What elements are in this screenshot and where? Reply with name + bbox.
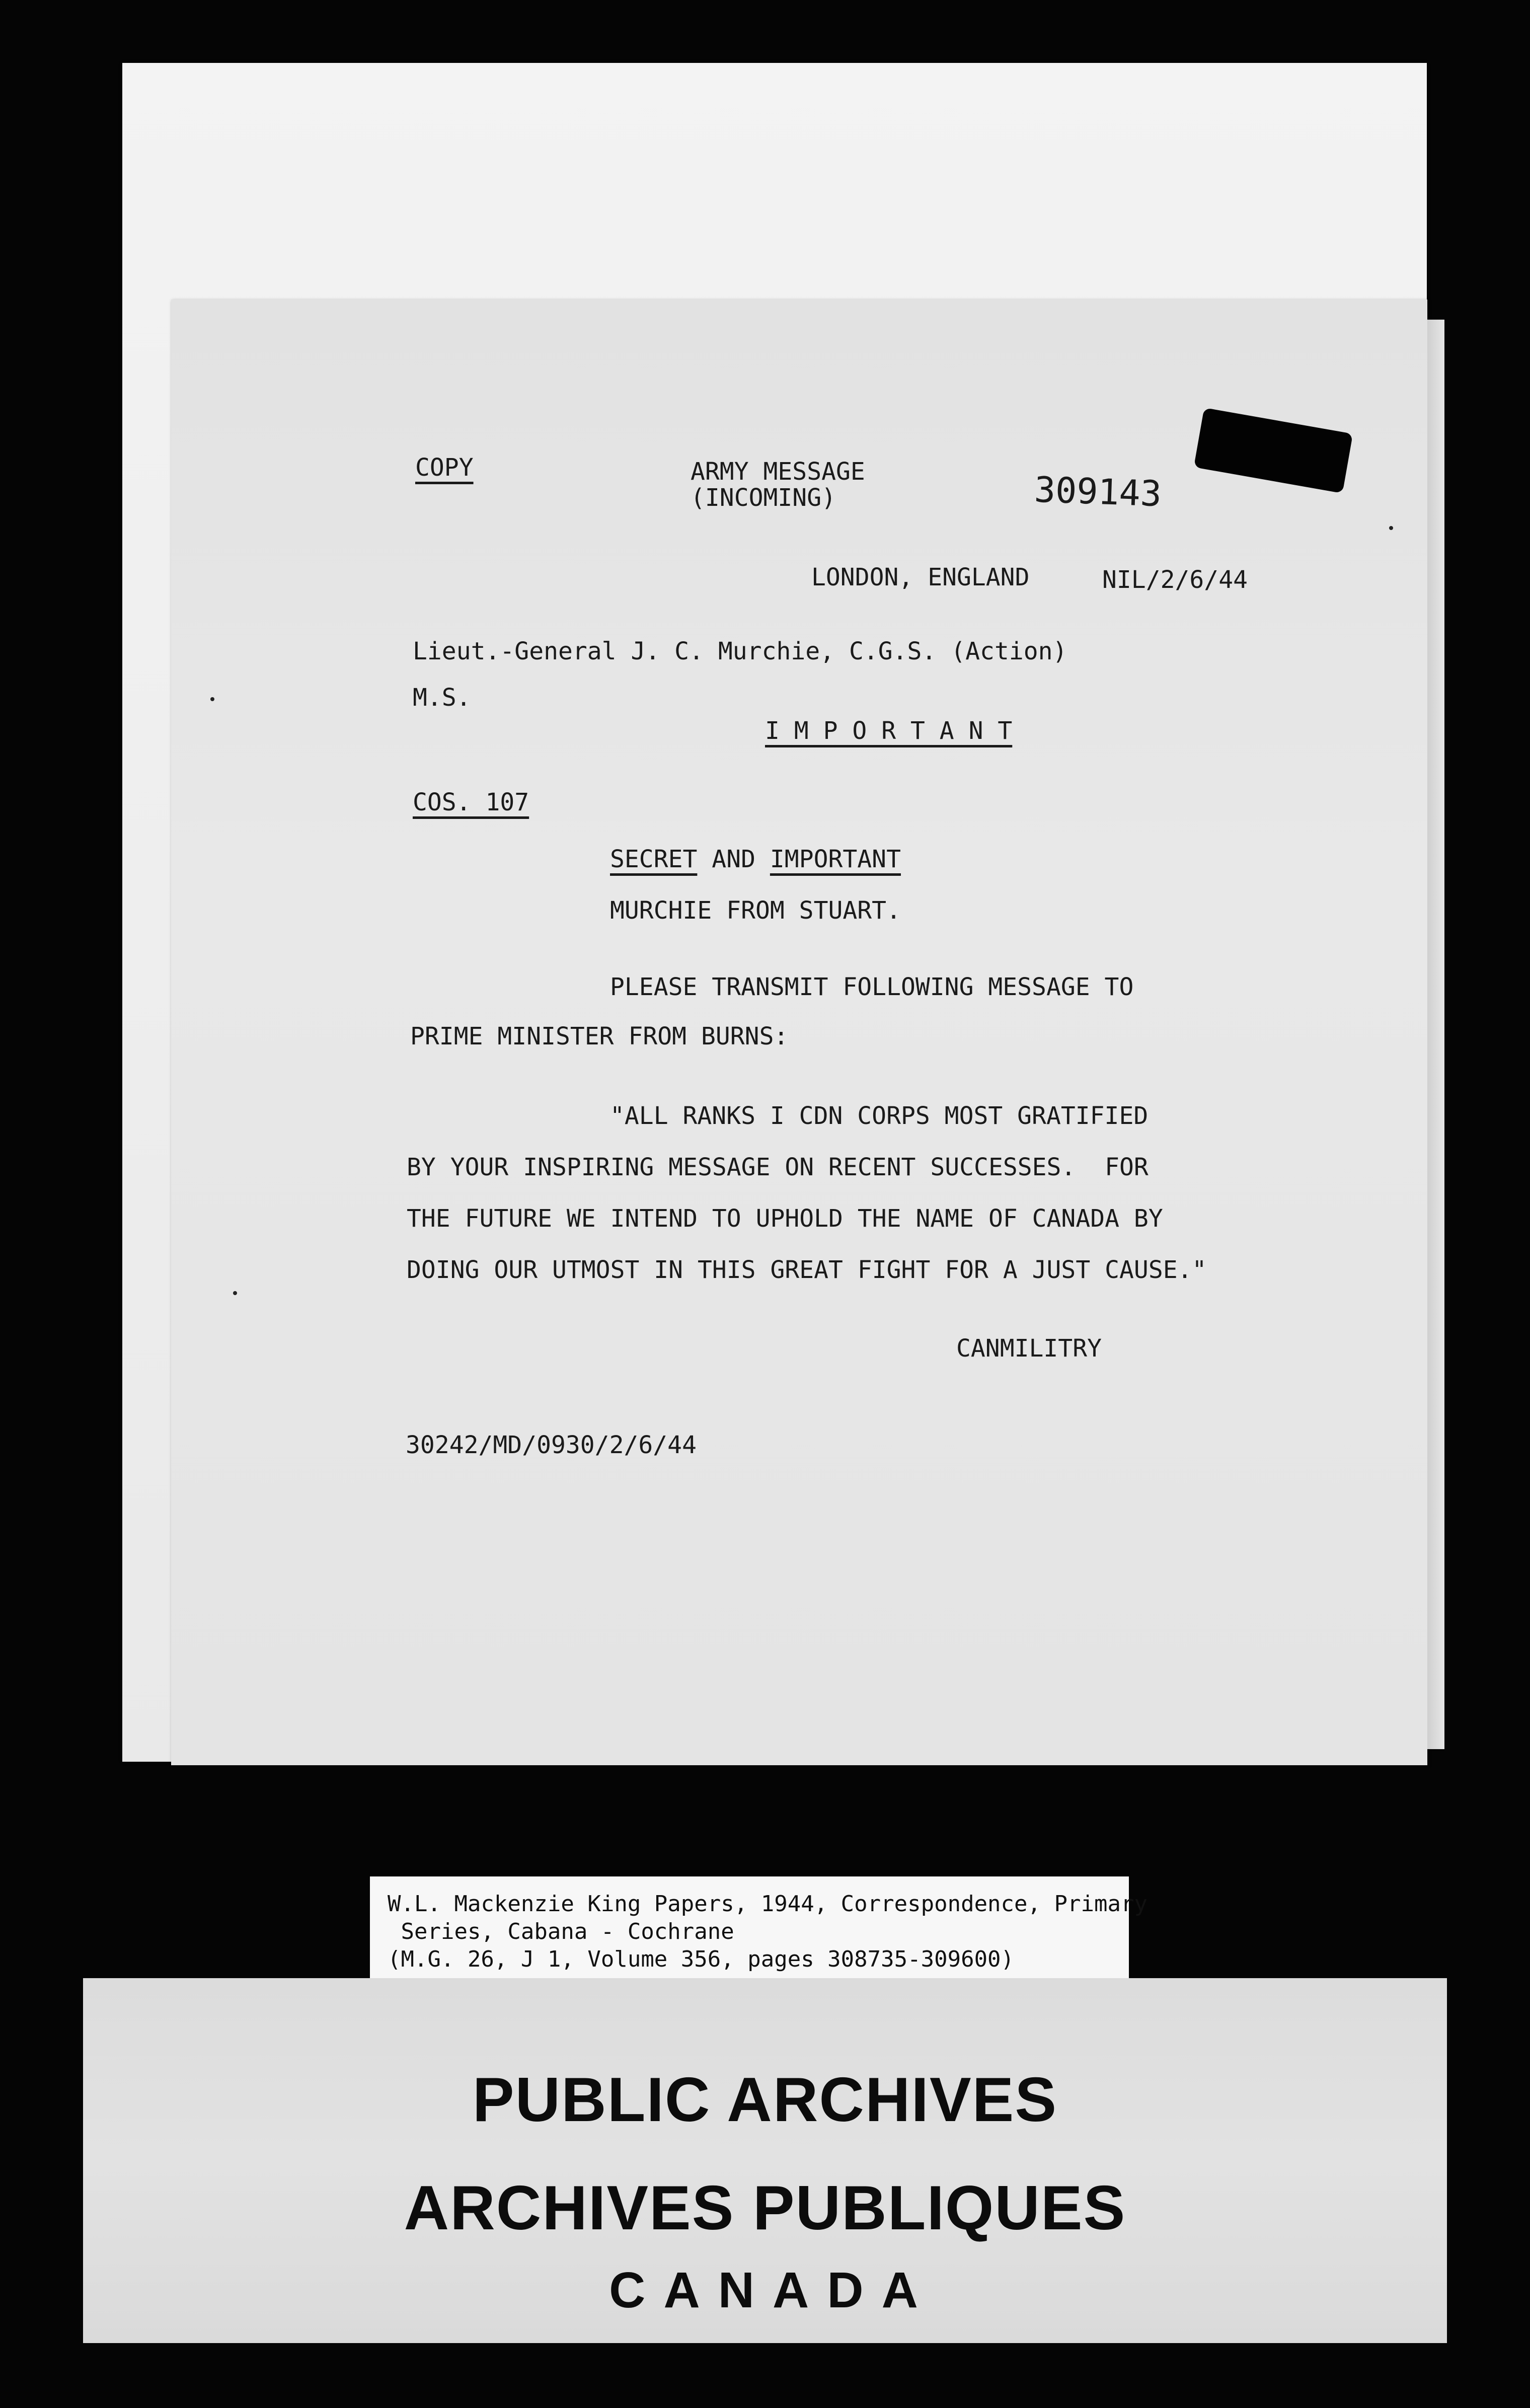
classification-line — [610, 847, 901, 871]
instruction-line-1: PLEASE TRANSMIT FOLLOWING MESSAGE TO — [610, 973, 1134, 1001]
priority-heading: I M P O R T A N T — [765, 717, 1013, 745]
classification-and: AND — [697, 845, 770, 873]
addressee-ms: M.S. — [413, 684, 471, 712]
caption-line-2: Series, Cabana - Cochrane — [388, 1919, 734, 1944]
cos-reference: COS. 107 — [413, 788, 529, 816]
quote-line-3: THE FUTURE WE INTEND TO UPHOLD THE NAME OF CANADA BY — [407, 1205, 1163, 1233]
origin-place: LONDON, ENGLAND — [811, 563, 1030, 591]
footer-reference: 30242/MD/0930/2/6/44 — [406, 1431, 697, 1459]
army-message-sheet — [171, 299, 1427, 1765]
classification-important: IMPORTANT — [770, 845, 901, 873]
from-line: MURCHIE FROM STUART. — [610, 896, 901, 925]
message-type-title: ARMY MESSAGE — [691, 458, 865, 486]
public-archives-banner — [83, 1978, 1447, 2343]
classification-secret: SECRET — [610, 845, 698, 873]
quote-line-1: "ALL RANKS I CDN CORPS MOST GRATIFIED — [610, 1102, 1149, 1130]
addressee-line: Lieut.-General J. C. Murchie, C.G.S. (Action) — [413, 637, 1067, 665]
copy-label: COPY — [415, 454, 474, 482]
date-reference: NIL/2/6/44 — [1102, 566, 1248, 594]
caption-line-1: W.L. Mackenzie King Papers, 1944, Correspondence, Primary — [388, 1891, 1148, 1917]
sheet-fold-edge — [1427, 320, 1444, 1749]
paper-speck — [1389, 526, 1393, 530]
instruction-line-2: PRIME MINISTER FROM BURNS: — [410, 1022, 789, 1050]
message-type-subtitle: (INCOMING) — [691, 484, 836, 512]
quote-line-4: DOING OUR UTMOST IN THIS GREAT FIGHT FOR A JUST CAUSE." — [407, 1256, 1207, 1284]
serial-number: 309143 — [1033, 469, 1163, 515]
collection-caption-label — [370, 1876, 1148, 1980]
banner-line-english: PUBLIC ARCHIVES — [472, 2065, 1058, 2135]
paper-speck — [210, 697, 214, 701]
signature-canmilitry: CANMILITRY — [956, 1334, 1102, 1363]
paper-speck — [233, 1291, 237, 1295]
banner-line-french: ARCHIVES PUBLIQUES — [404, 2173, 1126, 2243]
caption-line-3: (M.G. 26, J 1, Volume 356, pages 308735-309600) — [388, 1946, 1015, 1972]
banner-line-canada: C A N A D A — [609, 2262, 921, 2318]
quote-line-2: BY YOUR INSPIRING MESSAGE ON RECENT SUCCESSES. FOR — [407, 1153, 1149, 1181]
